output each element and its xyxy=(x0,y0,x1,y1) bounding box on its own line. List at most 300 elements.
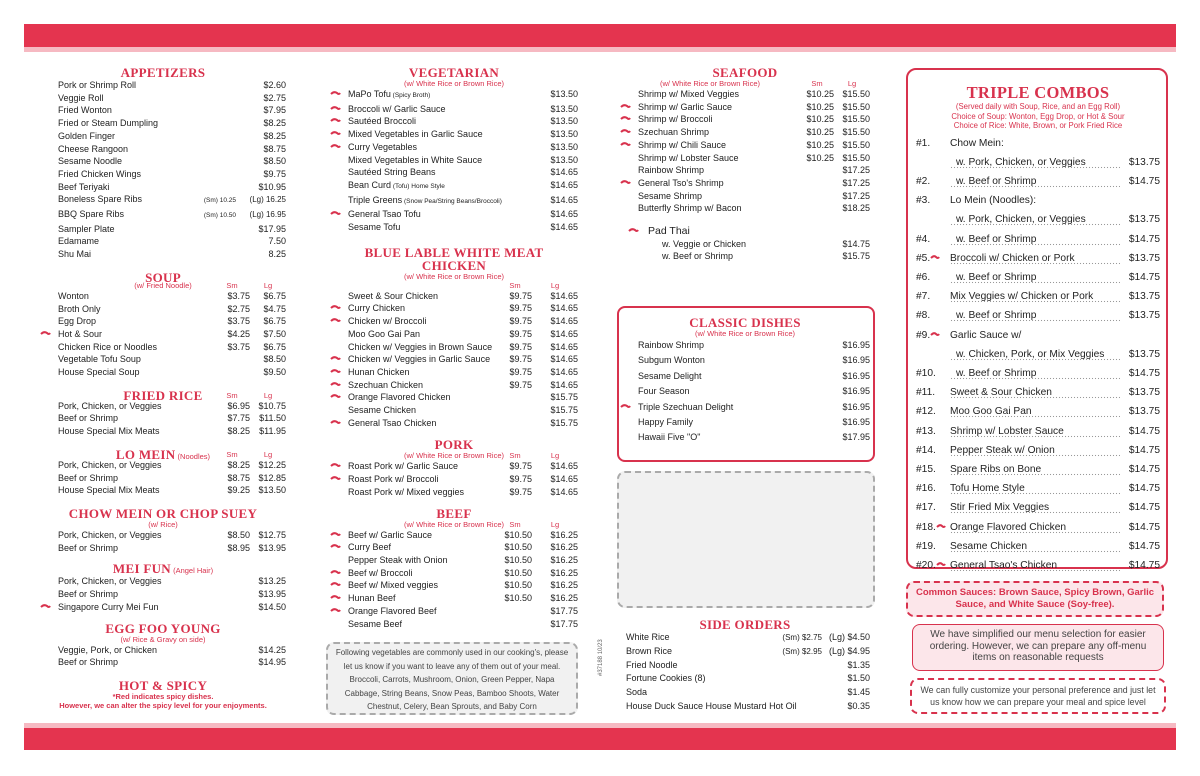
blue-label-size-header xyxy=(330,281,578,290)
classic-item-price: $16.95 xyxy=(842,355,870,366)
soup-item-price: $6.75 xyxy=(263,341,286,352)
seafood-item-price: $15.50 xyxy=(842,127,870,138)
appetizer-item xyxy=(40,143,286,156)
egg-foo-young-title: EGG FOO YOUNG xyxy=(105,620,221,636)
blue-label-item-price-small: $9.75 xyxy=(509,303,532,314)
vegetable-note: Following vegetables are commonly used in our cooking's, please let us know if you want to leave any of them out of your meal. Broccoli, Carrots, Mushroom, Onion, Green Pepper, Napa Cabbage, String Beans, Snow Peas, Bamboo Shoots, Water Chestnut, Celery, Bean Sprouts, and Baby Corn xyxy=(335,648,569,711)
soup-item xyxy=(40,290,286,303)
triple-combos-sub2: Choice of Soup: Wonton, Egg Drop, or Hot & Sour xyxy=(951,111,1125,121)
hot-spicy-note xyxy=(40,692,286,710)
egg-foo-young-item-name: Veggie, Pork, or Chicken xyxy=(58,644,158,655)
soup-item xyxy=(40,366,286,379)
beef-sm-header: Sm xyxy=(509,519,521,529)
soup-item-price-small: $3.75 xyxy=(227,290,250,301)
combo-item xyxy=(916,172,1160,191)
pork-item-name: Roast Pork w/ Broccoli xyxy=(348,474,439,485)
soup-item-price: $8.50 xyxy=(263,354,286,365)
soup-item-price-small: $2.75 xyxy=(227,303,250,314)
triple-combos-sub3: Choice of Rice: White, Brown, or Pork Fried Rice xyxy=(953,121,1123,130)
beef-item-price-small: $10.50 xyxy=(504,554,532,565)
seafood-item-name: Shrimp w/ Mixed Veggies xyxy=(638,89,740,99)
beef-item-name: Beef w/ Garlic Sauce xyxy=(348,529,433,540)
vegetarian-item-name: Broccoli w/ Garlic Sauce xyxy=(348,103,446,114)
appetizer-item xyxy=(40,235,286,248)
fried-rice-item-name: House Special Mix Meats xyxy=(58,426,160,437)
blue-label-item xyxy=(330,341,578,354)
beef-item xyxy=(330,592,578,605)
vegetarian-item-price: $14.65 xyxy=(550,167,578,178)
combo-item xyxy=(916,556,1160,575)
appetizer-price: $10.95 xyxy=(258,181,286,192)
appetizer-item xyxy=(40,193,286,208)
seafood-item-price-small: $10.25 xyxy=(806,127,834,138)
beef-item-name: Curry Beef xyxy=(348,542,392,553)
appetizer-price: $8.50 xyxy=(263,156,286,167)
combo-price: $13.75 xyxy=(1128,156,1160,168)
seafood-item-price: $15.50 xyxy=(842,101,870,112)
hot-spicy-title: HOT & SPICY xyxy=(118,677,208,693)
classic-item-name: Hawaii Five "O" xyxy=(638,432,701,443)
appetizer-name: Boneless Spare Ribs xyxy=(58,194,143,205)
vegetarian-item-price: $13.50 xyxy=(550,129,578,140)
spicy-pepper-icon xyxy=(330,460,348,473)
side-order-small-price: (Sm) $2.95 xyxy=(782,646,822,656)
blue-label-item-price-small: $9.75 xyxy=(509,290,532,301)
blue-label-item-price: $14.65 xyxy=(550,290,578,301)
mei-fun-tag: (Angel Hair) xyxy=(170,566,214,576)
combo-item xyxy=(916,402,1160,421)
seafood-lg-header: Lg xyxy=(847,79,857,88)
appetizer-name: Fried Wonton xyxy=(58,105,112,116)
combo-price: $14.75 xyxy=(1128,559,1160,571)
blue-label-sm-header: Sm xyxy=(509,280,521,290)
mei-fun-item-name: Pork, Chicken, or Veggies xyxy=(58,576,162,587)
pork-sm-header: Sm xyxy=(509,451,521,461)
seafood-item xyxy=(620,139,870,152)
side-order-item xyxy=(620,700,870,714)
side-order-name: Soda xyxy=(626,687,648,698)
appetizer-item xyxy=(40,79,286,92)
combo-number: #13. xyxy=(916,425,936,437)
seafood-item-name: Shrimp w/ Garlic Sauce xyxy=(638,101,733,112)
combo-number: #4. xyxy=(916,233,931,245)
combo-price: $13.75 xyxy=(1128,291,1160,303)
appetizer-name: Veggie Roll xyxy=(58,92,104,103)
seafood-item-name: Shrimp w/ Chili Sauce xyxy=(638,139,727,150)
soup-item-price-small: $3.75 xyxy=(227,341,250,352)
seafood-sm-header: Sm xyxy=(811,79,823,88)
seafood-title: SEAFOOD xyxy=(712,65,778,80)
seafood-item-price: $15.50 xyxy=(842,89,870,99)
combo-name: Spare Ribs on Bone xyxy=(950,460,1120,479)
seafood-item-price: $17.25 xyxy=(842,190,870,201)
combo-number: #7. xyxy=(916,291,931,303)
appetizer-name: Fried or Steam Dumpling xyxy=(58,118,159,129)
pork-item-name: Roast Pork w/ Garlic Sauce xyxy=(348,461,459,472)
combo-item xyxy=(916,345,1160,364)
triple-combos-title: TRIPLE COMBOS xyxy=(966,83,1110,102)
combo-name: General Tsao's Chicken xyxy=(950,556,1120,575)
soup-item-price-small: $3.75 xyxy=(227,316,250,327)
blue-label-item-price-small: $9.75 xyxy=(509,354,532,365)
seafood-item-name: Shrimp w/ Lobster Sauce xyxy=(638,152,739,163)
beef-title: BEEF xyxy=(436,505,472,521)
classic-item-name: Triple Szechuan Delight xyxy=(638,401,734,412)
fried-rice-item-price: $11.95 xyxy=(259,426,286,437)
combo-number: #3. xyxy=(916,195,931,207)
spicy-pepper-icon xyxy=(330,417,348,430)
triple-combos xyxy=(916,84,1160,575)
combo-number: #2. xyxy=(916,175,931,187)
combo-number: #19. xyxy=(916,540,936,552)
side-order-name: Fried Noodle xyxy=(626,659,678,670)
combo-name: Mix Veggies w/ Chicken or Pork xyxy=(950,287,1120,306)
side-order-item xyxy=(620,645,870,659)
chow-mein-item-price: $12.75 xyxy=(258,529,286,540)
combo-item xyxy=(916,268,1160,287)
blue-label-item-name: Curry Chicken xyxy=(348,303,406,314)
combo-name: w. Beef or Shrimp xyxy=(950,268,1120,287)
blue-label-item-name: Orange Flavored Chicken xyxy=(348,392,451,403)
appetizer-item xyxy=(40,130,286,143)
combo-item xyxy=(916,287,1160,306)
lo-mein-item xyxy=(40,484,286,497)
pork-item-price: $14.65 xyxy=(550,461,578,472)
menu-column-3 xyxy=(620,65,870,711)
classic-item-name: Happy Family xyxy=(638,417,694,428)
beef-item xyxy=(330,554,578,567)
pork-item-price: $14.65 xyxy=(550,474,578,485)
blue-label-item-price: $14.65 xyxy=(550,379,578,390)
combo-number: #9. xyxy=(916,326,950,345)
spicy-pepper-icon xyxy=(620,101,638,114)
blue-label-item xyxy=(330,379,578,392)
lo-mein-tag: (Noodles) xyxy=(175,451,211,461)
combo-number: #14. xyxy=(916,444,936,456)
spicy-pepper-icon xyxy=(40,328,58,341)
seafood-item xyxy=(620,177,870,190)
lo-mein-item xyxy=(40,472,286,485)
classic-item-price: $16.95 xyxy=(842,386,870,397)
bottom-band xyxy=(24,728,1176,750)
blue-label-title-line2: CHICKEN xyxy=(421,257,487,273)
seafood-item-price-small: $10.25 xyxy=(806,89,834,99)
blue-label-item-price: $15.75 xyxy=(550,405,578,416)
pork-item-name: Roast Pork w/ Mixed veggies xyxy=(348,486,465,497)
combo-price: $14.75 xyxy=(1128,233,1160,245)
combo-name: Broccoli w/ Chicken or Pork xyxy=(950,249,1120,268)
blue-label-item-name: Moo Goo Gai Pan xyxy=(348,328,421,339)
pork-item-price-small: $9.75 xyxy=(509,474,532,485)
blue-label-item-price-small: $9.75 xyxy=(509,316,532,327)
beef-item xyxy=(330,541,578,554)
blue-label-item-name: General Tsao Chicken xyxy=(348,417,437,428)
side-order-name: White Rice xyxy=(626,632,670,642)
beef-item-price: $17.75 xyxy=(550,605,578,616)
egg-foo-young-item xyxy=(40,656,286,669)
beef-item xyxy=(330,529,578,542)
soup-item xyxy=(40,328,286,341)
appetizer-name: Edamame xyxy=(58,236,100,247)
combo-item xyxy=(916,249,1160,268)
seafood-item xyxy=(620,113,870,126)
spicy-pepper-icon xyxy=(620,139,638,152)
combo-name: Sweet & Sour Chicken xyxy=(950,383,1120,402)
appetizer-price: $7.95 xyxy=(263,105,286,116)
hot-spicy-line2: However, we can alter the spicy level for your enjoyments. xyxy=(59,700,267,710)
lo-mein-item-name: House Special Mix Meats xyxy=(58,485,160,496)
classic-item-name: Rainbow Shrimp xyxy=(638,340,705,350)
fried-rice-item-price: $11.50 xyxy=(259,413,286,424)
lo-mein-item-name: Beef or Shrimp xyxy=(58,472,119,483)
spicy-pepper-icon xyxy=(330,315,348,328)
vegetarian-item xyxy=(330,88,578,103)
blue-label-lg-header: Lg xyxy=(550,280,560,290)
seafood-subtitle: (w/ White Rice or Brown Rice) xyxy=(659,79,761,88)
combo-item xyxy=(916,230,1160,249)
appetizer-item xyxy=(40,223,286,236)
vegetarian-item-price: $14.65 xyxy=(550,222,578,233)
blue-label-item-price-small: $9.75 xyxy=(509,379,532,390)
pad-thai-item-price: $15.75 xyxy=(842,251,870,262)
seafood-item-name: Rainbow Shrimp xyxy=(638,165,705,176)
menu-column-1 xyxy=(40,66,286,710)
soup-item-name: Egg Drop xyxy=(58,316,97,327)
seafood-item-name: Butterfly Shrimp w/ Bacon xyxy=(638,203,742,214)
side-order-price: $1.50 xyxy=(847,673,870,684)
spicy-pepper-icon xyxy=(330,579,348,592)
side-orders-title: SIDE ORDERS xyxy=(699,617,791,632)
appetizer-name: Sampler Plate xyxy=(58,223,115,234)
spicy-pepper-icon xyxy=(620,126,638,139)
spicy-pepper-icon xyxy=(330,141,348,154)
pork-size-header xyxy=(330,451,578,460)
combo-price: $13.75 xyxy=(1128,310,1160,322)
healthy-dishes-box xyxy=(617,471,875,608)
combo-item xyxy=(916,441,1160,460)
egg-foo-young-item-price: $14.25 xyxy=(258,644,286,655)
blue-label-item xyxy=(330,353,578,366)
spicy-pepper-icon xyxy=(620,113,638,126)
seafood-item-price: $17.25 xyxy=(842,177,870,188)
common-sauces-note: Common Sauces: Brown Sauce, Spicy Brown, Garlic Sauce, and White Sauce (Soy-free). xyxy=(906,581,1164,617)
blue-label-item-price: $14.65 xyxy=(550,303,578,314)
vegetarian-item-price: $13.50 xyxy=(550,89,578,99)
combo-number: #17. xyxy=(916,502,936,514)
beef-item-price: $16.25 xyxy=(550,567,578,578)
soup-item-name: Wonton xyxy=(58,290,89,301)
chow-mein-item-name: Beef or Shrimp xyxy=(58,542,119,553)
vegetarian-item xyxy=(330,103,578,116)
combo-item xyxy=(916,134,1160,153)
vegetarian-item-name: Triple Greens (Snow Pea/String Beans/Broccoli) xyxy=(348,194,502,205)
chow-mein-item-price-small: $8.95 xyxy=(227,542,250,553)
blue-label-item xyxy=(330,391,578,404)
combo-item xyxy=(916,306,1160,325)
customize-note: We can fully customize your personal preference and just let us know how we can prepare your meal and spice level xyxy=(910,678,1166,714)
vegetarian-item-name: Curry Vegetables xyxy=(348,141,418,152)
vegetarian-item-note: (Tofu) Home Style xyxy=(391,182,445,190)
beef-subtitle: (w/ White Rice or Brown Rice) xyxy=(403,519,505,529)
blue-label-hdr-spacer xyxy=(330,281,498,290)
side-order-name: Fortune Cookies (8) xyxy=(626,673,706,684)
spicy-pepper-icon xyxy=(330,567,348,580)
blue-label-item-price: $14.65 xyxy=(550,341,578,352)
blue-label-item-name: Szechuan Chicken xyxy=(348,379,424,390)
pad-thai-title xyxy=(620,225,870,238)
seafood-item-price: $15.50 xyxy=(842,139,870,150)
combo-item xyxy=(916,498,1160,517)
vegetarian-item xyxy=(330,141,578,154)
blue-label-item-price: $14.65 xyxy=(550,316,578,327)
egg-foo-young-item xyxy=(40,644,286,657)
mei-fun-item-name: Singapore Curry Mei Fun xyxy=(58,601,159,612)
spicy-pepper-icon xyxy=(930,330,940,341)
soup-item-name: Broth Only xyxy=(58,303,101,314)
soup-size-header xyxy=(40,281,286,290)
pork-item xyxy=(330,473,578,486)
combo-item xyxy=(916,326,1160,345)
appetizer-item xyxy=(40,168,286,181)
top-band xyxy=(24,24,1176,47)
egg-foo-young-subtitle: (w/ Rice & Gravy on side) xyxy=(120,634,206,644)
lo-mein-size-header xyxy=(40,446,286,462)
mei-fun-item-price: $14.50 xyxy=(258,601,286,612)
fried-rice-item-name: Beef or Shrimp xyxy=(58,413,119,424)
appetizer-item xyxy=(40,208,286,223)
blue-label-item-price: $14.65 xyxy=(550,366,578,377)
seafood-item-name: Shrimp w/ Broccoli xyxy=(638,114,713,125)
appetizer-price: $8.75 xyxy=(263,143,286,154)
vegetarian-item-name: Sautéed Broccoli xyxy=(348,116,417,127)
mei-fun-item-price: $13.95 xyxy=(258,589,286,600)
fried-rice-item-price: $10.75 xyxy=(258,400,286,411)
fried-rice-size-header xyxy=(40,387,286,403)
vegetarian-item-price: $14.65 xyxy=(550,179,578,190)
combo-price: $14.75 xyxy=(1128,540,1160,552)
lo-mein-item-price-small: $8.75 xyxy=(227,472,250,483)
combo-number: #10. xyxy=(916,367,936,379)
pork-hdr-spacer xyxy=(330,451,498,460)
seafood-item xyxy=(620,101,870,114)
appetizer-name: Fried Chicken Wings xyxy=(58,168,142,179)
appetizer-small-price: (Sm) 10.50 xyxy=(203,212,236,220)
appetizer-price: $2.60 xyxy=(263,80,286,90)
spicy-pepper-icon xyxy=(330,391,348,404)
soup-item-price: $4.75 xyxy=(263,303,286,314)
pork-item xyxy=(330,486,578,499)
blue-label-title xyxy=(330,246,578,272)
appetizer-item xyxy=(40,117,286,130)
lo-mein-item xyxy=(40,459,286,472)
combo-number: #15. xyxy=(916,463,936,475)
fried-rice-item xyxy=(40,400,286,413)
beef-item-name: Sesame Beef xyxy=(348,618,403,629)
vegetarian-item-name: MaPo Tofu (Spicy Broth) xyxy=(348,89,431,99)
lo-mein-lg-header: Lg xyxy=(263,449,273,459)
combo-price: $14.75 xyxy=(1128,444,1160,456)
beef-lg-header: Lg xyxy=(550,519,560,529)
blue-label-item-price: $15.75 xyxy=(550,417,578,428)
triple-combos-sub1: (Served daily with Soup, Rice, and an Egg Roll) xyxy=(955,102,1121,111)
vegetarian-item xyxy=(330,128,578,141)
appetizer-small-price: (Sm) 10.25 xyxy=(203,197,236,205)
lo-mein-item-price: $12.85 xyxy=(258,472,286,483)
combo-name: w. Chicken, Pork, or Mix Veggies xyxy=(950,345,1120,364)
combo-price: $14.75 xyxy=(1128,175,1160,187)
beef-item xyxy=(330,618,578,631)
spicy-pepper-icon xyxy=(330,529,348,542)
soup-item xyxy=(40,303,286,316)
chow-mein-item-price-small: $8.50 xyxy=(227,529,250,540)
soup-item-name: Hot & Sour xyxy=(58,328,103,339)
spicy-pepper-icon xyxy=(930,253,940,264)
appetizer-item xyxy=(40,248,286,261)
simplified-note: We have simplified our menu selection for easier ordering. However, we can prepare any off-menu items on reasonable requests xyxy=(912,624,1164,671)
seafood-item-name: Szechuan Shrimp xyxy=(638,127,710,138)
beef-item xyxy=(330,567,578,580)
vegetarian-item-name: Mixed Vegetables in White Sauce xyxy=(348,154,483,165)
appetizer-name: Cheese Rangoon xyxy=(58,143,129,154)
lo-mein-title: LO MEIN (Noodles) xyxy=(115,446,211,462)
fried-rice-lg-header: Lg xyxy=(263,390,273,400)
pad-thai-item xyxy=(620,250,870,263)
blue-label-title-line1: BLUE LABLE WHITE MEAT xyxy=(364,244,544,260)
pork-subtitle: (w/ White Rice or Brown Rice) xyxy=(403,451,505,461)
appetizer-item xyxy=(40,181,286,194)
combo-name: Stir Fried Mix Veggies xyxy=(950,498,1120,517)
vegetarian-item-price: $13.50 xyxy=(550,154,578,165)
soup-hdr-spacer xyxy=(40,281,214,290)
classic-item-name: Four Season xyxy=(638,386,690,397)
combo-name: Tofu Home Style xyxy=(950,479,1120,498)
classic-item-price: $17.95 xyxy=(842,432,870,443)
spicy-pepper-icon xyxy=(330,115,348,128)
combo-price: $13.75 xyxy=(1128,348,1160,360)
combo-price: $14.75 xyxy=(1128,463,1160,475)
combo-name: Garlic Sauce w/ xyxy=(950,329,1022,341)
combo-item xyxy=(916,210,1160,229)
seafood-item-price: $15.50 xyxy=(842,114,870,125)
pad-thai-item-price: $14.75 xyxy=(842,238,870,249)
appetizer-price: $8.25 xyxy=(263,118,286,129)
vegetarian-item-name: Bean Curd (Tofu) Home Style xyxy=(348,179,445,190)
combo-item xyxy=(916,191,1160,210)
mei-fun-item-price: $13.25 xyxy=(258,576,286,587)
appetizer-name: Shu Mai xyxy=(58,249,92,260)
hot-spicy-line1: *Red indicates spicy dishes. xyxy=(112,691,214,701)
combo-price: $13.75 xyxy=(1128,406,1160,418)
chow-mein-title: CHOW MEIN OR CHOP SUEY xyxy=(68,505,258,521)
vegetarian-item-price: $14.65 xyxy=(550,209,578,220)
beef-item-price: $17.75 xyxy=(550,618,578,629)
combo-number: #5. xyxy=(916,249,950,268)
appetizer-name: Beef Teriyaki xyxy=(58,181,110,192)
combo-item xyxy=(916,518,1160,537)
blue-label-item xyxy=(330,328,578,341)
side-order-price: (Lg) $4.50 xyxy=(828,632,870,642)
vegetarian-item xyxy=(330,166,578,179)
blue-label-item-name: Chicken w/ Veggies in Brown Sauce xyxy=(348,341,493,352)
appetizer-name: Sesame Noodle xyxy=(58,156,123,167)
classic-item-price: $16.95 xyxy=(842,401,870,412)
appetizer-price: $9.75 xyxy=(263,168,286,179)
fried-rice-item-price-small: $6.95 xyxy=(227,400,250,411)
combo-number: #18. xyxy=(916,518,950,537)
blue-label-item-name: Sesame Chicken xyxy=(348,405,417,416)
combo-price: $14.75 xyxy=(1128,271,1160,283)
combo-price: $14.75 xyxy=(1128,483,1160,495)
